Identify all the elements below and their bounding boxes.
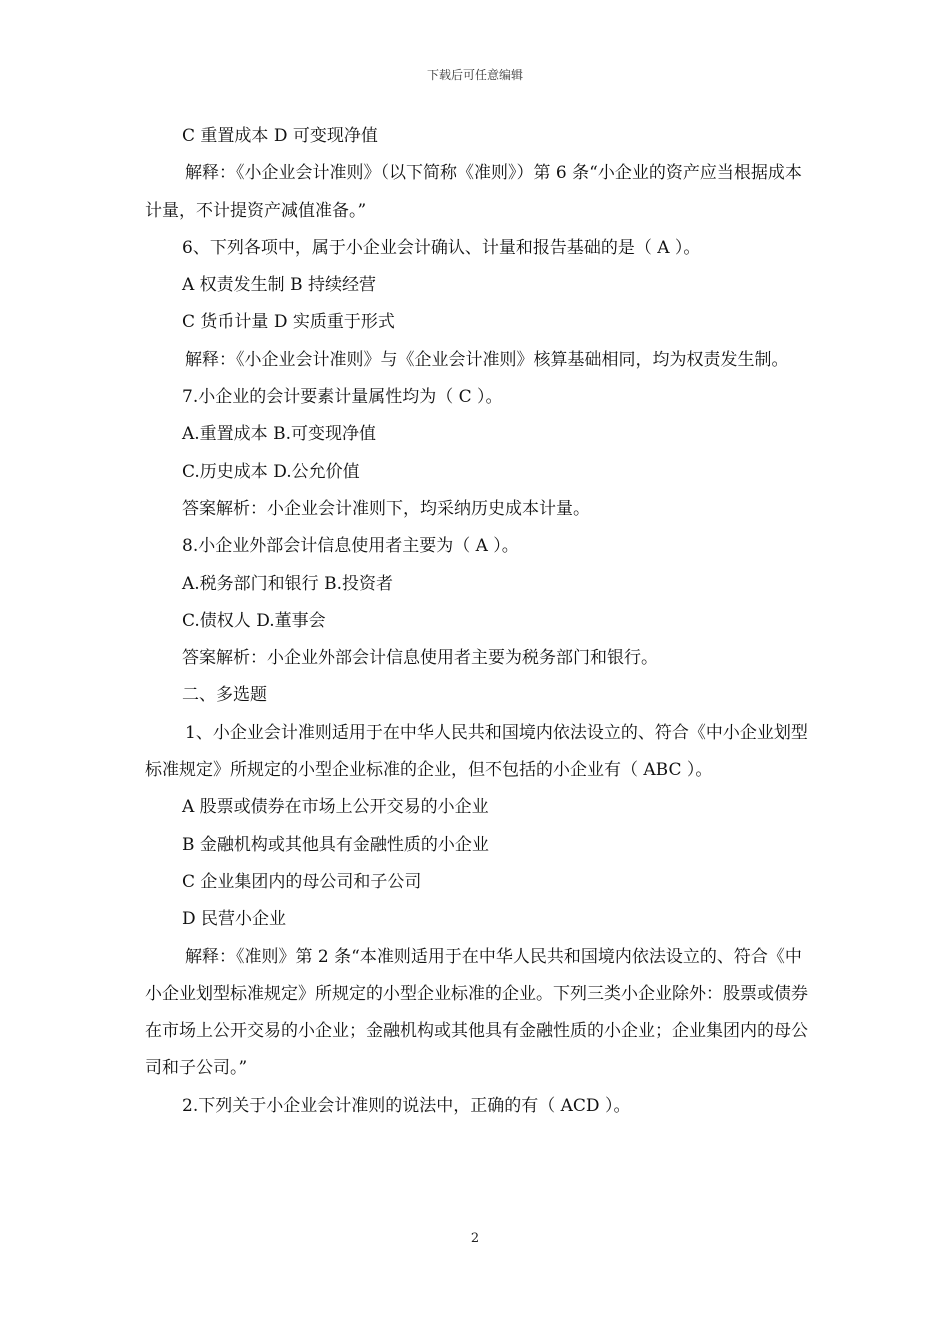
option-line: B 金融机构或其他具有金融性质的小企业 [182, 834, 489, 855]
page-number: 2 [470, 1231, 480, 1246]
explanation-paragraph: 解释：《小企业会计准则》（以下简称《准则》）第 6 条“小企业的资产应当根据成本计量，不计提资产减值准备。” [145, 163, 802, 221]
page-header: 下载后可任意编辑 [426, 68, 523, 82]
question-8: 8.小企业外部会计信息使用者主要为（ A ）。 [182, 536, 519, 557]
answer-explanation: 答案解析：小企业会计准则下，均采纳历史成本计量。 [182, 498, 590, 519]
option-line: C.历史成本 D.公允价值 [182, 461, 360, 482]
option-line: D 民营小企业 [182, 909, 287, 930]
answer-explanation: 答案解析：小企业外部会计信息使用者主要为税务部门和银行。 [182, 648, 658, 669]
option-line: A.重置成本 B.可变现净值 [182, 424, 376, 445]
option-line: C 重置成本 D 可变现净值 [182, 126, 378, 146]
section-heading: 二、多选题 [182, 685, 267, 706]
question-7: 7.小企业的会计要素计量属性均为（ C ）。 [182, 387, 503, 408]
option-line: A 股票或债券在市场上公开交易的小企业 [182, 797, 489, 818]
explanation-paragraph: 解释：《小企业会计准则》与《企业会计准则》核算基础相同，均为权责发生制。 [185, 349, 789, 370]
question-6: 6、下列各项中，属于小企业会计确认、计量和报告基础的是（ A ）。 [182, 237, 701, 258]
option-line: A.税务部门和银行 B.投资者 [182, 573, 393, 594]
option-line: C 企业集团内的母公司和子公司 [182, 871, 422, 892]
document-body [145, 118, 810, 1125]
option-line: C.债权人 D.董事会 [182, 610, 326, 631]
option-line: A 权责发生制 B 持续经营 [182, 275, 376, 296]
question-multi-2: 2.下列关于小企业会计准则的说法中，正确的有（ ACD ）。 [182, 1095, 631, 1116]
question-multi-1: 1、小企业会计准则适用于在中华人民共和国境内依法设立的、符合《中小企业划型标准规定》所规定的小型企业标准的企业，但不包括的小企业有（ ABC ）。 [145, 722, 808, 781]
explanation-paragraph: 解释：《准则》第 2 条“本准则适用于在中华人民共和国境内依法设立的、符合《中小企业划型标准规定》所规定的小型企业标准的企业。下列三类小企业除外：股票或债券在市场上公开交易的小企业；金融机构或其他具有金融性质的小企业；企业集团内的母公司和子公司。” [145, 946, 808, 1079]
option-line: C 货币计量 D 实质重于形式 [182, 312, 395, 333]
